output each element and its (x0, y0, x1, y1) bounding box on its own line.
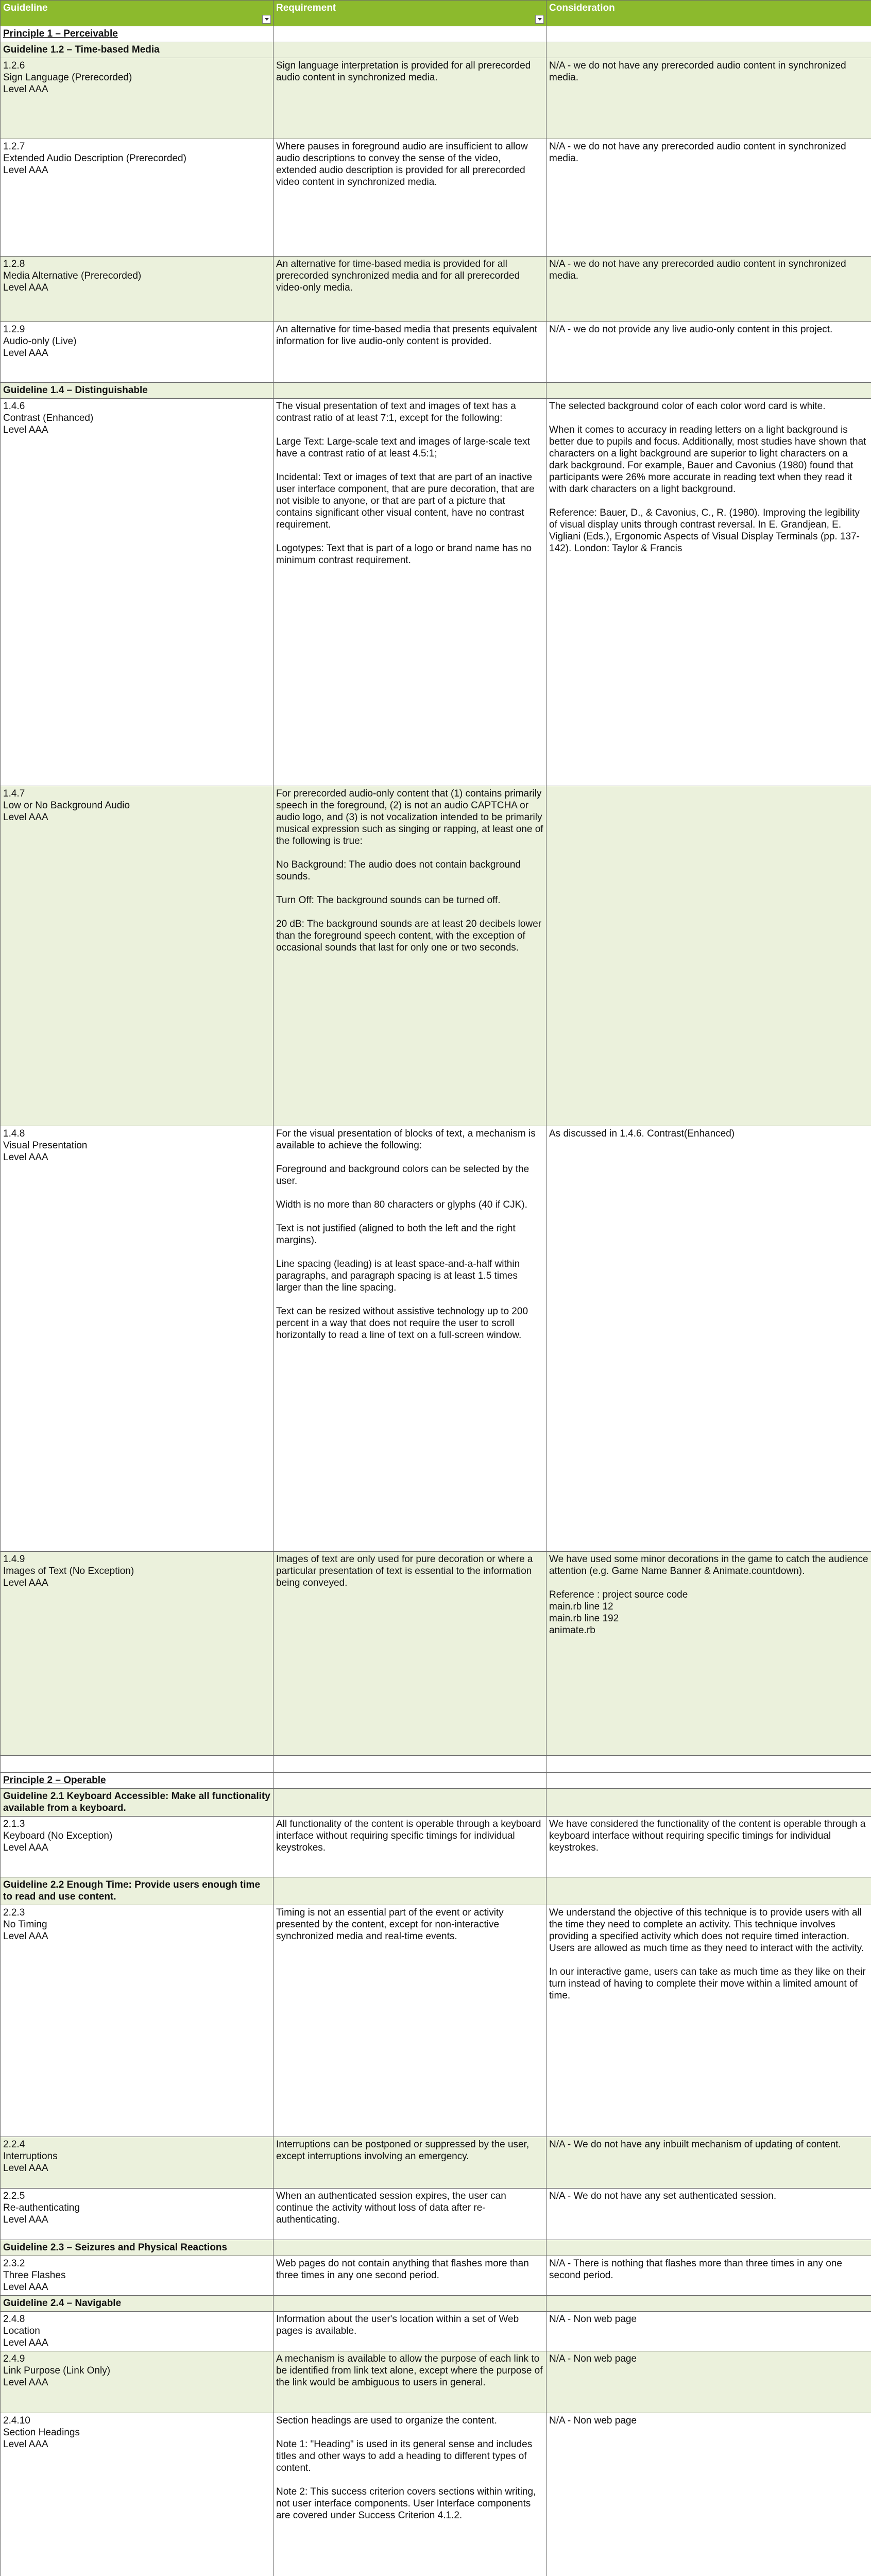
empty-cell (274, 2240, 546, 2256)
criterion-id: 2.2.3 (3, 1907, 25, 1918)
requirement-cell (274, 2351, 546, 2413)
consideration-paragraph: We have considered the functionality of the content is operable through a keyboard interface without requiring specific timings for individual keystrokes. (549, 1819, 868, 1853)
criterion-row (1, 1817, 871, 1877)
requirement-cell (274, 2137, 546, 2189)
requirement-cell (274, 399, 546, 786)
consideration-paragraph: N/A - We do not have any set authenticated session. (549, 2191, 777, 2201)
criterion-row (1, 2189, 871, 2240)
guideline-cell (1, 2189, 274, 2240)
requirement-paragraph: Turn Off: The background sounds can be turned off. (276, 895, 501, 906)
requirement-paragraph: Interruptions can be postponed or suppressed by the user, except interruptions involving an emergency. (276, 2139, 532, 2162)
consideration-cell (546, 2351, 871, 2413)
requirement-cell (274, 139, 546, 257)
consideration-paragraph: Reference: Bauer, D., & Cavonius, C., R. (1980). Improving the legibility of visual display units through contrast reversal. In E. Grandjean, E. Vigliani (Eds.), Ergonomic Aspects of Visual Display Terminals (pp. 137-142). London: Taylor & Francis (549, 507, 863, 554)
consideration-paragraph: We understand the objective of this technique is to provide users with all the time they need to complete an activity. This technique involves providing a specified activity which does not require timed interaction. Users are allowed as much time as they need to interact with the activity. (549, 1907, 865, 1954)
requirement-paragraph: Where pauses in foreground audio are insufficient to allow audio descriptions to convey the sense of the video, extended audio description is provided for all prerecorded video content in synchronized media. (276, 141, 531, 188)
consideration-cell (546, 1817, 871, 1877)
guideline-title: Guideline 2.2 Enough Time: Provide users enough time to read and use content. (1, 1877, 274, 1905)
guideline-cell (1, 257, 274, 322)
requirement-paragraph: All functionality of the content is operable through a keyboard interface without requiring specific timings for individual keystrokes. (276, 1819, 544, 1853)
empty-cell (274, 2296, 546, 2312)
header-consideration-label: Consideration (549, 3, 615, 13)
criterion-level: Level AAA (3, 2282, 48, 2293)
guideline-cell (1, 58, 274, 139)
empty-cell (546, 42, 871, 58)
criterion-name: Images of Text (No Exception) (3, 1566, 134, 1577)
requirement-paragraph: For prerecorded audio-only content that (1) contains primarily speech in the foreground, (2) is not an audio CAPTCHA or audio logo, and (3) is not vocalization intended to be primarily musical expression such as singing or rapping, at least one of the following is true: (276, 788, 546, 846)
criterion-level: Level AAA (3, 2337, 48, 2348)
requirement-paragraph: Note 1: "Heading" is used in its general sense and includes titles and other ways to add a heading to different types of content. (276, 2439, 535, 2473)
requirement-paragraph: Timing is not an essential part of the event or activity presented by the content, except for non-interactive synchronized media and real-time events. (276, 1907, 507, 1942)
criterion-level: Level AAA (3, 2163, 48, 2174)
criterion-level: Level AAA (3, 348, 48, 359)
criterion-name: Visual Presentation (3, 1140, 88, 1151)
consideration-paragraph: N/A - Non web page (549, 2353, 637, 2364)
requirement-paragraph: Web pages do not contain anything that flashes more than three times in any one second period. (276, 2258, 532, 2281)
criterion-level: Level AAA (3, 2439, 48, 2450)
consideration-cell (546, 786, 871, 1126)
guideline-row (1, 1877, 871, 1905)
guideline-cell (1, 139, 274, 257)
consideration-paragraph: As discussed in 1.4.6. Contrast(Enhanced) (549, 1128, 735, 1139)
table-body (1, 26, 871, 2576)
criterion-name: Location (3, 2326, 40, 2336)
criterion-name: Audio-only (Live) (3, 336, 77, 347)
criterion-level: Level AAA (3, 1152, 48, 1163)
criterion-id: 1.4.7 (3, 788, 25, 799)
guideline-title: Guideline 1.4 – Distinguishable (1, 383, 274, 399)
empty-cell (1, 1756, 274, 1773)
consideration-cell (546, 2256, 871, 2296)
empty-cell (546, 1773, 871, 1789)
guideline-cell (1, 1126, 274, 1552)
guideline-cell (1, 2351, 274, 2413)
consideration-cell (546, 1126, 871, 1552)
requirement-cell (274, 2189, 546, 2240)
requirement-cell (274, 2256, 546, 2296)
consideration-paragraph: N/A - we do not have any prerecorded audio content in synchronized media. (549, 141, 849, 164)
requirement-paragraph: Text is not justified (aligned to both the left and the right margins). (276, 1223, 519, 1246)
requirement-cell (274, 786, 546, 1126)
requirement-cell (274, 1817, 546, 1877)
consideration-cell (546, 1905, 871, 2137)
principle-row (1, 26, 871, 42)
criterion-row (1, 2312, 871, 2351)
criterion-row (1, 1552, 871, 1756)
guideline-cell (1, 322, 274, 383)
criterion-id: 2.4.9 (3, 2353, 25, 2364)
empty-cell (546, 26, 871, 42)
criterion-level: Level AAA (3, 1578, 48, 1588)
consideration-paragraph: We have used some minor decorations in the game to catch the audience attention (e.g. Game Name Banner & Animate.countdown). (549, 1554, 871, 1577)
header-guideline-label: Guideline (3, 3, 48, 13)
guideline-cell (1, 786, 274, 1126)
consideration-paragraph: N/A - we do not have any prerecorded audio content in synchronized media. (549, 60, 849, 83)
empty-cell (274, 42, 546, 58)
criterion-level: Level AAA (3, 2214, 48, 2225)
requirement-cell (274, 58, 546, 139)
guideline-cell (1, 399, 274, 786)
criterion-level: Level AAA (3, 425, 48, 435)
empty-cell (546, 1756, 871, 1773)
criterion-row (1, 1126, 871, 1552)
requirement-paragraph: For the visual presentation of blocks of text, a mechanism is available to achieve the following: (276, 1128, 539, 1151)
criterion-level: Level AAA (3, 812, 48, 823)
principle-row (1, 1773, 871, 1789)
criterion-row (1, 139, 871, 257)
guideline-title: Guideline 1.2 – Time-based Media (1, 42, 274, 58)
criterion-row (1, 58, 871, 139)
guideline-row (1, 2240, 871, 2256)
requirement-paragraph: Section headings are used to organize the content. (276, 2415, 497, 2426)
requirement-paragraph: A mechanism is available to allow the purpose of each link to be identified from link text alone, except where the purpose of the link would be ambiguous to users in general. (276, 2353, 545, 2388)
consideration-paragraph: The selected background color of each color word card is white. (549, 401, 826, 412)
empty-cell (274, 383, 546, 399)
criterion-level: Level AAA (3, 165, 48, 176)
guideline-cell (1, 2137, 274, 2189)
consideration-cell (546, 322, 871, 383)
empty-cell (274, 1756, 546, 1773)
requirement-paragraph: Large Text: Large-scale text and images of large-scale text have a contrast ratio of at least 4.5:1; (276, 436, 533, 459)
criterion-row (1, 2413, 871, 2576)
criterion-name: Media Alternative (Prerecorded) (3, 270, 142, 281)
empty-cell (546, 383, 871, 399)
consideration-paragraph: N/A - Non web page (549, 2415, 637, 2426)
criterion-name: Re-authenticating (3, 2202, 80, 2213)
principle-title: Principle 1 – Perceivable (1, 26, 274, 42)
guideline-row (1, 383, 871, 399)
consideration-paragraph: When it comes to accuracy in reading letters on a light background is better due to pupils and focus. Additionally, most studies have shown that characters on a light background are superior to light characters on a dark background. For example, Bauer and Cavonius (1980) found that participants were 26% more accurate in reading text when they read it with dark characters on a light background. (549, 425, 869, 495)
criterion-row (1, 257, 871, 322)
requirement-paragraph: When an authenticated session expires, the user can continue the activity without loss of data after re-authenticating. (276, 2191, 509, 2225)
requirement-paragraph: Line spacing (leading) is at least space-and-a-half within paragraphs, and paragraph spacing is at least 1.5 times larger than the line spacing. (276, 1259, 523, 1293)
empty-cell (546, 1877, 871, 1905)
consideration-paragraph: N/A - We do not have any inbuilt mechanism of updating of content. (549, 2139, 841, 2150)
criterion-level: Level AAA (3, 1842, 48, 1853)
consideration-paragraph: In our interactive game, users can take as much time as they like on their turn instead of having to complete their move within a limited amount of time. (549, 1967, 868, 2001)
filter-dropdown-icon[interactable] (535, 15, 544, 24)
requirement-cell (274, 1126, 546, 1552)
requirement-paragraph: Foreground and background colors can be selected by the user. (276, 1164, 532, 1187)
criterion-name: Keyboard (No Exception) (3, 1831, 113, 1841)
consideration-paragraph: N/A - There is nothing that flashes more than three times in any one second period. (549, 2258, 845, 2281)
criterion-level: Level AAA (3, 1931, 48, 1942)
header-guideline (1, 1, 274, 26)
requirement-paragraph: An alternative for time-based media is provided for all prerecorded synchronized media and for all prerecorded video-only media. (276, 259, 523, 293)
criterion-level: Level AAA (3, 282, 48, 293)
header-requirement (274, 1, 546, 26)
criterion-id: 1.4.8 (3, 1128, 25, 1139)
criterion-id: 2.4.10 (3, 2415, 30, 2426)
requirement-cell (274, 2312, 546, 2351)
criterion-level: Level AAA (3, 84, 48, 95)
consideration-cell (546, 257, 871, 322)
criterion-name: No Timing (3, 1919, 47, 1930)
guideline-cell (1, 2413, 274, 2576)
criterion-id: 2.4.8 (3, 2314, 25, 2325)
empty-cell (546, 2240, 871, 2256)
requirement-cell (274, 322, 546, 383)
consideration-cell (546, 139, 871, 257)
requirement-paragraph: Text can be resized without assistive technology up to 200 percent in a way that does not require the user to scroll horizontally to read a line of text on a full-screen window. (276, 1306, 531, 1341)
criterion-name: Extended Audio Description (Prerecorded) (3, 153, 186, 164)
criterion-name: Low or No Background Audio (3, 800, 130, 811)
criterion-id: 2.2.4 (3, 2139, 25, 2150)
consideration-cell (546, 2189, 871, 2240)
consideration-cell (546, 1552, 871, 1756)
criterion-id: 2.1.3 (3, 1819, 25, 1829)
criterion-id: 1.4.9 (3, 1554, 25, 1565)
guideline-title: Guideline 2.3 – Seizures and Physical Reactions (1, 2240, 274, 2256)
requirement-paragraph: Logotypes: Text that is part of a logo or brand name has no minimum contrast requirement. (276, 543, 535, 566)
requirement-paragraph: Width is no more than 80 characters or glyphs (40 if CJK). (276, 1199, 527, 1210)
guideline-title: Guideline 2.1 Keyboard Accessible: Make all functionality available from a keyboard. (1, 1789, 274, 1817)
guideline-cell (1, 2312, 274, 2351)
guideline-row (1, 42, 871, 58)
criterion-row (1, 2256, 871, 2296)
criterion-id: 1.2.8 (3, 259, 25, 269)
criterion-row (1, 786, 871, 1126)
guideline-cell (1, 1552, 274, 1756)
criterion-name: Three Flashes (3, 2270, 66, 2281)
criterion-name: Link Purpose (Link Only) (3, 2365, 111, 2376)
criterion-name: Interruptions (3, 2151, 58, 2162)
guideline-title: Guideline 2.4 – Navigable (1, 2296, 274, 2312)
criterion-name: Contrast (Enhanced) (3, 413, 94, 423)
requirement-paragraph: The visual presentation of text and images of text has a contrast ratio of at least 7:1, except for the following: (276, 401, 519, 423)
empty-cell (274, 1789, 546, 1817)
empty-cell (546, 2296, 871, 2312)
empty-cell (274, 1877, 546, 1905)
spacer-row (1, 1756, 871, 1773)
criterion-id: 1.2.9 (3, 324, 25, 335)
requirement-cell (274, 1552, 546, 1756)
header-row (1, 1, 871, 26)
guideline-cell (1, 1817, 274, 1877)
requirement-paragraph: 20 dB: The background sounds are at least 20 decibels lower than the foreground speech content, with the exception of occasional sounds that last for only one or two seconds. (276, 919, 544, 953)
consideration-cell (546, 2413, 871, 2576)
criterion-row (1, 2351, 871, 2413)
empty-cell (546, 1789, 871, 1817)
guideline-row (1, 2296, 871, 2312)
requirement-cell (274, 257, 546, 322)
header-requirement-label: Requirement (276, 3, 336, 13)
guideline-row (1, 1789, 871, 1817)
header-consideration (546, 1, 871, 26)
guideline-cell (1, 2256, 274, 2296)
criterion-id: 1.4.6 (3, 401, 25, 412)
requirement-paragraph: An alternative for time-based media that presents equivalent information for live audio-only content is provided. (276, 324, 540, 347)
criterion-id: 1.2.6 (3, 60, 25, 71)
criterion-id: 2.2.5 (3, 2191, 25, 2201)
consideration-cell (546, 58, 871, 139)
criterion-name: Sign Language (Prerecorded) (3, 72, 132, 83)
criterion-id: 1.2.7 (3, 141, 25, 152)
criterion-row (1, 1905, 871, 2137)
consideration-paragraph: N/A - we do not provide any live audio-only content in this project. (549, 324, 833, 335)
criterion-level: Level AAA (3, 2377, 48, 2388)
requirement-paragraph: Incidental: Text or images of text that are part of an inactive user interface component, that are pure decoration, that are not visible to anyone, or that are part of a picture that contains significant other visual content, have no contrast requirement. (276, 472, 537, 530)
empty-cell (274, 1773, 546, 1789)
consideration-cell (546, 399, 871, 786)
consideration-cell (546, 2137, 871, 2189)
requirement-cell (274, 2413, 546, 2576)
consideration-cell (546, 2312, 871, 2351)
criterion-row (1, 322, 871, 383)
requirement-paragraph: No Background: The audio does not contain background sounds. (276, 859, 524, 882)
filter-dropdown-icon[interactable] (262, 15, 271, 24)
requirement-cell (274, 1905, 546, 2137)
criterion-name: Section Headings (3, 2427, 80, 2438)
criterion-id: 2.3.2 (3, 2258, 25, 2269)
guideline-cell (1, 1905, 274, 2137)
consideration-paragraph: N/A - we do not have any prerecorded audio content in synchronized media. (549, 259, 849, 281)
requirement-paragraph: Sign language interpretation is provided for all prerecorded audio content in synchronized media. (276, 60, 534, 83)
requirement-paragraph: Information about the user's location within a set of Web pages is available. (276, 2314, 522, 2336)
principle-title: Principle 2 – Operable (1, 1773, 274, 1789)
requirement-paragraph: Images of text are only used for pure decoration or where a particular presentation of text is essential to the information being conveyed. (276, 1554, 536, 1588)
consideration-paragraph: N/A - Non web page (549, 2314, 637, 2325)
requirement-paragraph: Note 2: This success criterion covers sections within writing, not user interface components. User Interface components are covered under Success Criterion 4.1.2. (276, 2486, 539, 2521)
criterion-row (1, 2137, 871, 2189)
empty-cell (274, 26, 546, 42)
criterion-row (1, 399, 871, 786)
consideration-paragraph: Reference : project source code main.rb line 12 main.rb line 192 animate.rb (549, 1589, 688, 1636)
